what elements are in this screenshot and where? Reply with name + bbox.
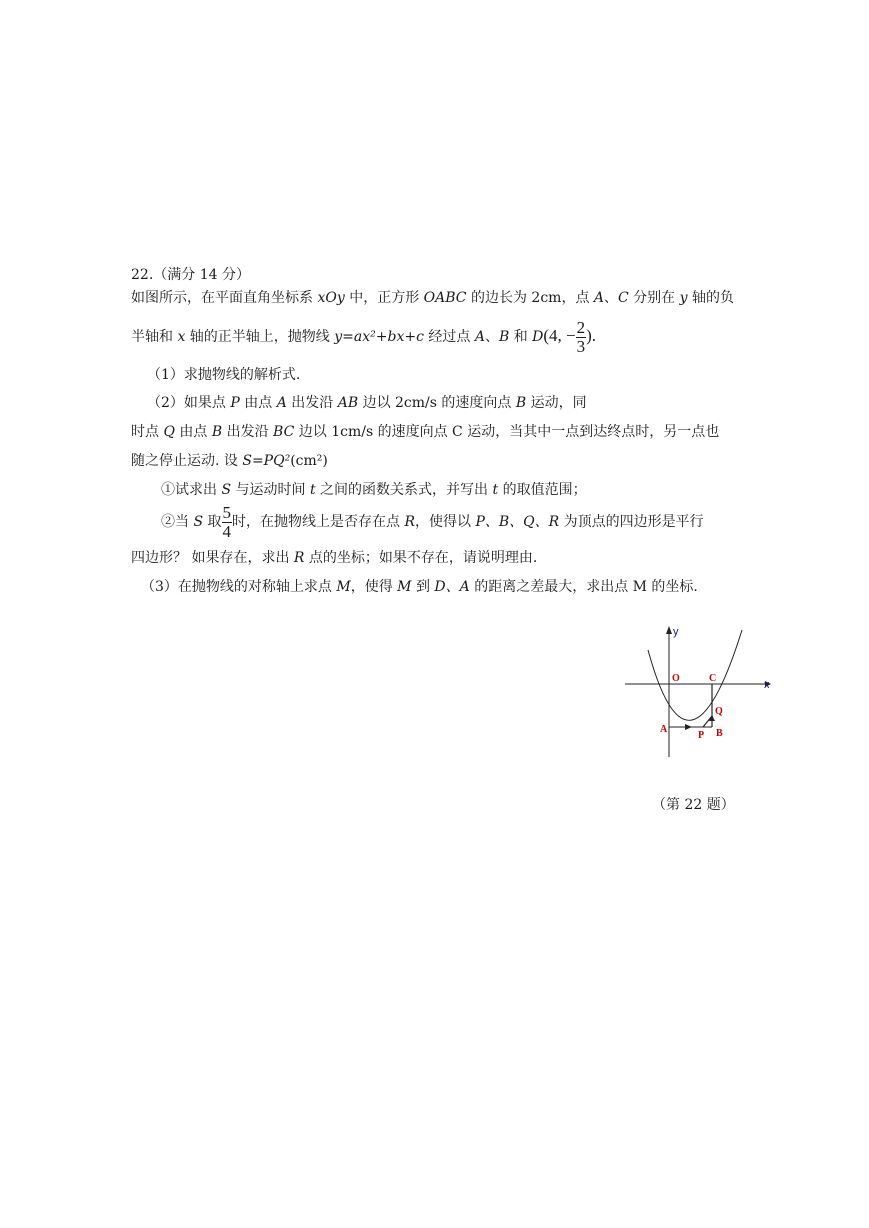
label-x: x bbox=[764, 679, 770, 691]
label-p: P bbox=[698, 730, 705, 741]
label-y: y bbox=[673, 626, 679, 638]
question-2-line1: （2）如果点 P 由点 A 出发沿 AB 边以 2cm/s 的速度向点 B 运动，同 bbox=[147, 395, 587, 411]
problem-intro-line2: 半轴和 x 轴的正半轴上，抛物线 y=ax²+bx+c 经过点 A、B 和 D(4, − $\frac{2}{3}$ ). bbox=[131, 317, 597, 356]
label-o: O bbox=[672, 673, 680, 684]
question-3: （3）在抛物线的对称轴上求点 M，使得 M 到 D、A 的距离之差最大，求出点 M 的坐标. bbox=[141, 579, 698, 595]
label-a: A bbox=[660, 724, 668, 735]
ap-arrow-icon bbox=[685, 724, 692, 730]
label-q: Q bbox=[715, 706, 723, 717]
parabola-curve bbox=[648, 630, 742, 720]
question-2-sub1: ①试求出 S 与运动时间 t 之间的函数关系式，并写出 t 的取值范围； bbox=[161, 482, 587, 498]
problem-figure bbox=[615, 622, 785, 792]
question-2-line2: 时点 Q 由点 B 出发沿 BC 边以 1cm/s 的速度向点 C 运动，当其中一点到达终点时，另一点也 bbox=[131, 424, 720, 440]
label-c: C bbox=[709, 673, 717, 684]
y-axis-arrow-icon bbox=[666, 626, 672, 634]
fraction-two-thirds: $\frac{2}{3}$ bbox=[576, 317, 586, 356]
segment-pq bbox=[703, 716, 712, 727]
label-b: B bbox=[716, 728, 723, 739]
question-2-sub2-line1: ②当 S 取 $\frac{5}{4}$ 时，在抛物线上是否存在点 R，使得以 P、B、Q、R 为顶点的四边形是平行 bbox=[161, 502, 704, 541]
problem-title: 22.（满分 14 分） bbox=[131, 267, 250, 283]
question-1: （1）求抛物线的解析式. bbox=[147, 367, 301, 383]
question-2-sub2-line2: 四边形？ 如果存在，求出 R 点的坐标；如果不存在，请说明理由. bbox=[131, 550, 538, 566]
problem-intro-line1: 如图所示，在平面直角坐标系 xOy 中，正方形 OABC 的边长为 2cm，点 A、C 分别在 y 轴的负 bbox=[131, 290, 735, 306]
fraction-five-quarters: $\frac{5}{4}$ bbox=[222, 502, 231, 541]
figure-caption: （第 22 题） bbox=[652, 797, 735, 813]
question-2-line3: 随之停止运动. 设 S=PQ²(cm²) bbox=[131, 453, 328, 469]
